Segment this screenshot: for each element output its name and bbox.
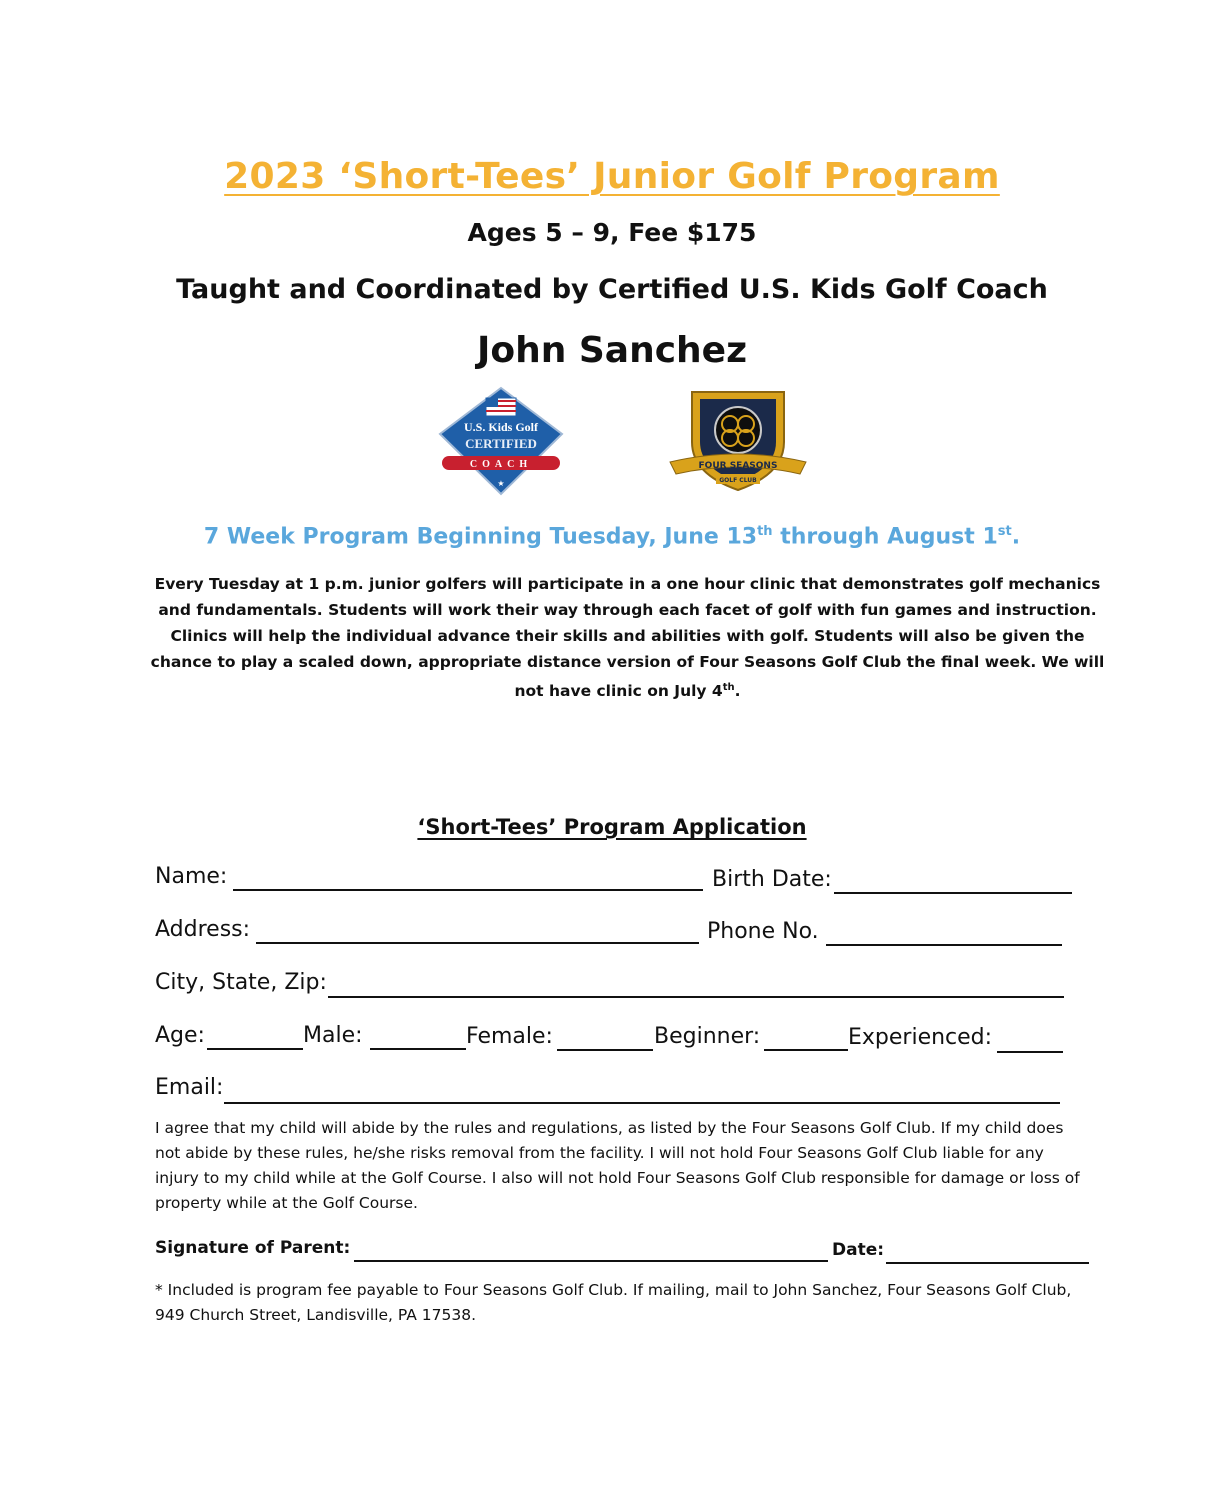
city-state-zip-label: City, State, Zip: [155,970,327,995]
birth-date-field[interactable] [834,892,1072,894]
experienced-field[interactable] [997,1051,1063,1053]
program-dates-part1: 7 Week Program Beginning Tuesday, June 13 [203,524,758,550]
program-description-sup: th [722,682,735,693]
uskids-line3: COACH [469,459,533,470]
age-field[interactable] [207,1048,303,1050]
female-label: Female: [466,1024,553,1049]
name-field[interactable] [233,889,703,891]
email-field[interactable] [224,1102,1060,1104]
address-field[interactable] [256,942,699,944]
signature-label: Signature of Parent: [155,1238,351,1258]
program-description-text: Every Tuesday at 1 p.m. junior golfers will participate in a one hour clinic that demonstrates golf mechanics and fundamentals. Students will work their way through each facet of golf with fun games and instruction. Clinics will help the individual advance their skills and abilities with golf. Students will also be given the chance to play a scaled down, appropriate distance version of Four Seasons Golf Club the final week. We will not have clinic on July 4 [150,575,1105,701]
program-dates-part3: . [1011,524,1021,550]
fourseasons-line1: FOUR SEASONS [698,461,778,471]
beginner-label: Beginner: [654,1024,761,1049]
female-field[interactable] [557,1049,653,1051]
program-dates [0,524,1224,549]
program-description-end: . [734,682,741,701]
age-label: Age: [155,1023,205,1048]
program-dates-part2: through August 1 [772,524,998,550]
coach-name: John Sanchez [476,330,748,371]
program-dates-sup2: st [997,524,1012,539]
uskids-line1: U.S. Kids Golf [463,420,539,434]
city-state-zip-field[interactable] [328,996,1064,998]
signature-date-label: Date: [832,1240,885,1260]
email-label: Email: [155,1075,224,1100]
program-dates-sup1: th [757,524,773,539]
birth-date-label: Birth Date: [712,867,832,892]
phone-label: Phone No. [707,919,819,944]
page-title: 2023 ‘Short-Tees’ Junior Golf Program [224,156,1000,197]
male-field[interactable] [370,1048,466,1050]
signature-date-field[interactable] [886,1262,1089,1264]
agreement-text: I agree that my child will abide by the rules and regulations, as listed by the Four Seasons Golf Club. If my child does not abide by these rules, he/she risks removal from the facility. I will not hold Four Seasons Golf Club liable for any injury to my child while at the Golf Course. I also will not hold Four Seasons Golf Club responsible for damage or loss of property while at the Golf Course. [155,1119,1080,1212]
svg-text:★: ★ [497,479,505,488]
taught-by-line: Taught and Coordinated by Certified U.S. Kids Golf Coach [176,274,1048,305]
footnote: * Included is program fee payable to Four Seasons Golf Club. If mailing, mail to John Sanchez, Four Seasons Golf Club, 949 Church Street, Landisville, PA 17538. [155,1281,1072,1324]
program-description [150,571,1105,704]
experienced-label: Experienced: [848,1025,993,1050]
fourseasons-line2: GOLF CLUB [719,477,757,484]
four-seasons-golf-club-logo [668,388,808,492]
beginner-field[interactable] [764,1049,848,1051]
address-label: Address: [155,917,251,942]
ages-fee: Ages 5 – 9, Fee $175 [467,218,757,247]
us-kids-golf-logo [438,386,564,496]
name-label: Name: [155,864,228,889]
uskids-line2: CERTIFIED [465,436,537,451]
signature-field[interactable] [354,1260,828,1262]
male-label: Male: [303,1023,363,1048]
phone-field[interactable] [826,944,1062,946]
application-title: ‘Short-Tees’ Program Application [417,815,807,839]
